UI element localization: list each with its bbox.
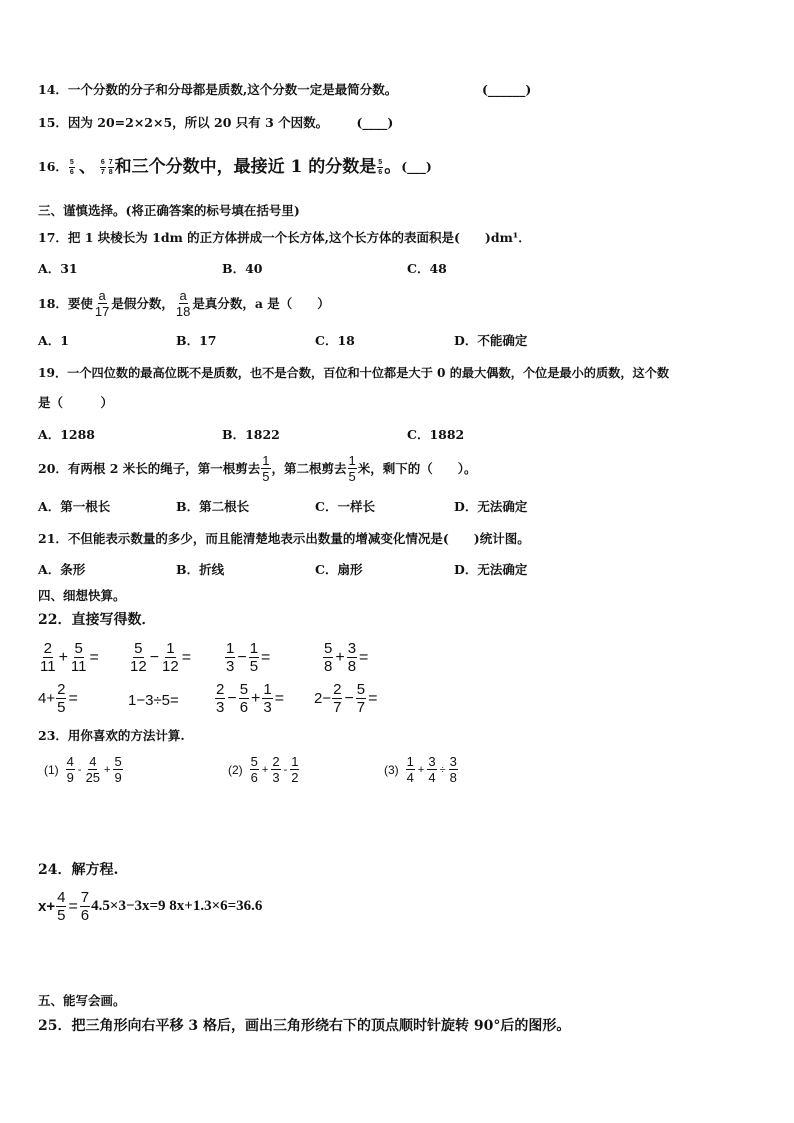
option-d: D．无法确定	[454, 499, 528, 514]
question-20-mid: ，第二根剪去	[271, 460, 347, 476]
equations-text: 4.5×3−3x=9 8x+1.3×6=36.6	[91, 898, 263, 914]
answer-blank: (______)	[482, 82, 532, 97]
equals: =	[274, 689, 285, 707]
question-18-post: 是真分数，a 是（ ）	[192, 295, 330, 311]
equations	[38, 890, 262, 923]
equation-prefix: x+	[38, 898, 56, 915]
fraction: $\frac{1}{3}$	[263, 681, 272, 716]
equals: =	[368, 689, 378, 707]
fraction: $\frac{4}{25}$	[85, 754, 101, 785]
fraction: $\frac{1}{4}$	[406, 754, 414, 785]
fraction: $\frac{1}{5}$	[249, 640, 259, 675]
option-d: D．无法确定	[454, 562, 528, 577]
fraction: $\frac{2}{5}$	[57, 681, 66, 716]
fraction: $\frac{1}{5}$	[262, 453, 270, 484]
fraction: $\frac{5}{6}$	[378, 158, 383, 176]
question-number: 16．	[38, 159, 68, 174]
fraction: $\frac{5}{6}$	[239, 681, 249, 716]
option-b: B．17	[176, 333, 217, 348]
problem-3	[384, 755, 459, 784]
option-a: A．31	[38, 261, 78, 276]
problem-1	[44, 755, 124, 784]
section-4-heading: 四、细想快算。	[38, 588, 126, 603]
fraction: $\frac{1}{2}$	[291, 754, 299, 785]
question-18	[38, 289, 330, 318]
question-19-line-1: 19．一个四位数的最高位既不是质数，也不是合数，百位和十位都是大于 0 的最大偶数，个位是最小的质数，这个数	[38, 366, 670, 380]
problem-label: (3)	[384, 762, 399, 777]
operator: +	[335, 648, 345, 666]
option-a: A．第一根长	[38, 499, 111, 514]
option-c: C．扇形	[315, 562, 363, 577]
expression-prefix: 2−	[314, 690, 332, 707]
expression-text: 1−3÷5=	[128, 692, 179, 709]
equals: =	[261, 648, 271, 666]
question-17: 17．把 1 块棱长为 1dm 的正方体拼成一个长方体,这个长方体的表面积是( )dm¹．	[38, 230, 531, 245]
operator: +	[417, 763, 425, 776]
option-d: D．不能确定	[454, 333, 528, 348]
problem-2	[228, 755, 300, 784]
expression	[128, 692, 179, 709]
option-c: C．18	[315, 333, 355, 348]
fraction: $\frac{1}{5}$	[348, 453, 356, 484]
question-14-text: 14．一个分数的分子和分母都是质数,这个分数一定是最简分数。	[38, 82, 398, 97]
expression	[322, 641, 369, 674]
fraction: $\frac{1}{12}$	[162, 640, 179, 675]
operator: −	[344, 689, 354, 707]
question-16	[38, 156, 432, 178]
fraction: $\frac{3}{4}$	[428, 754, 436, 785]
option-c: C．1882	[407, 427, 465, 442]
conjunction: 和	[114, 157, 132, 177]
fraction: $\frac{5}{8}$	[324, 640, 333, 675]
operator: +	[104, 763, 111, 776]
operator: +	[58, 648, 68, 666]
option-c: C．48	[407, 261, 447, 276]
expression	[224, 641, 271, 674]
fraction: $\frac{4}{5}$	[57, 889, 66, 924]
fraction: $\frac{5}{6}$	[69, 158, 74, 176]
operator: −	[237, 648, 247, 666]
question-18-pre: 18．要使	[38, 295, 93, 311]
problem-label: (2)	[228, 762, 243, 777]
question-24-title: 24．解方程.	[38, 862, 119, 878]
fraction: $\frac{a}{17}$	[94, 288, 110, 319]
option-b: B．第二根长	[176, 499, 250, 514]
answer-blank: (____)	[356, 115, 394, 130]
fraction: $\frac{5}{11}$	[70, 640, 87, 675]
fraction: $\frac{5}{9}$	[114, 754, 122, 785]
expression-prefix: 4+	[38, 690, 56, 707]
question-15-text: 15．因为 20=2×2×5，所以 20 只有 3 个因数。	[38, 115, 329, 130]
operator: ÷	[439, 763, 446, 776]
fraction: $\frac{3}{8}$	[347, 640, 357, 675]
question-21: 21．不但能表示数量的多少，而且能清楚地表示出数量的增减变化情况是( )统计图。	[38, 531, 530, 546]
fraction: $\frac{5}{6}$	[250, 754, 258, 785]
answer-blank: (___)	[401, 159, 432, 174]
fraction: $\frac{5}{12}$	[130, 640, 147, 675]
option-b: B．1822	[222, 427, 280, 442]
fraction: $\frac{2}{3}$	[272, 754, 280, 785]
question-20-post: 米，剩下的（ ）。	[357, 460, 477, 476]
section-5-heading: 五、能写会画。	[38, 993, 126, 1008]
problem-label: (1)	[44, 762, 59, 777]
equals: =	[89, 648, 99, 666]
option-c: C．一样长	[315, 499, 375, 514]
operator: -	[283, 763, 288, 776]
question-16-text: 三个分数中，最接近 1 的分数是	[131, 157, 377, 177]
question-25: 25．把三角形向右平移 3 格后，画出三角形绕右下的顶点顺时针旋转 90°后的图形。	[38, 1018, 571, 1034]
option-b: B．折线	[176, 562, 225, 577]
fraction: $\frac{4}{9}$	[66, 754, 74, 785]
option-a: A．条形	[38, 562, 86, 577]
fraction: $\frac{7}{6}$	[80, 889, 90, 924]
fraction: $\frac{1}{3}$	[226, 640, 235, 675]
question-20	[38, 454, 477, 483]
option-a: A．1	[38, 333, 69, 348]
operator: -	[77, 763, 82, 776]
fraction: $\frac{2}{3}$	[216, 681, 225, 716]
equals: =	[68, 897, 78, 915]
expression	[128, 641, 192, 674]
period: 。	[384, 157, 402, 177]
fraction: $\frac{a}{18}$	[175, 288, 191, 319]
operator: +	[261, 763, 269, 776]
question-22-title: 22．直接写得数．	[38, 612, 156, 628]
equals: =	[359, 648, 369, 666]
expression	[38, 641, 100, 674]
question-14	[38, 82, 532, 98]
fraction: $\frac{2}{11}$	[40, 640, 56, 675]
fraction: $\frac{7}{8}$	[108, 158, 113, 176]
question-23-title: 23．用你喜欢的方法计算.	[38, 728, 185, 743]
fraction: $\frac{3}{8}$	[449, 754, 457, 785]
question-20-pre: 20．有两根 2 米长的绳子，第一根剪去	[38, 460, 261, 476]
operator: +	[251, 689, 261, 707]
option-a: A．1288	[38, 427, 95, 442]
option-b: B．40	[222, 261, 263, 276]
operator: −	[227, 689, 237, 707]
expression	[314, 682, 378, 715]
fraction: $\frac{5}{7}$	[356, 681, 366, 716]
separator: 、	[78, 157, 96, 177]
equals: =	[68, 689, 78, 707]
question-19-line-2: 是（ ）	[38, 395, 114, 410]
equals: =	[181, 648, 192, 666]
question-18-mid: 是假分数，	[111, 295, 174, 311]
question-15	[38, 115, 393, 131]
fraction: $\frac{6}{7}$	[100, 158, 105, 176]
section-3-heading: 三、谨慎选择。(将正确答案的标号填在括号里)	[38, 203, 300, 218]
expression	[214, 682, 285, 715]
expression	[38, 682, 79, 715]
operator: −	[149, 648, 160, 666]
fraction: $\frac{2}{7}$	[333, 681, 342, 716]
